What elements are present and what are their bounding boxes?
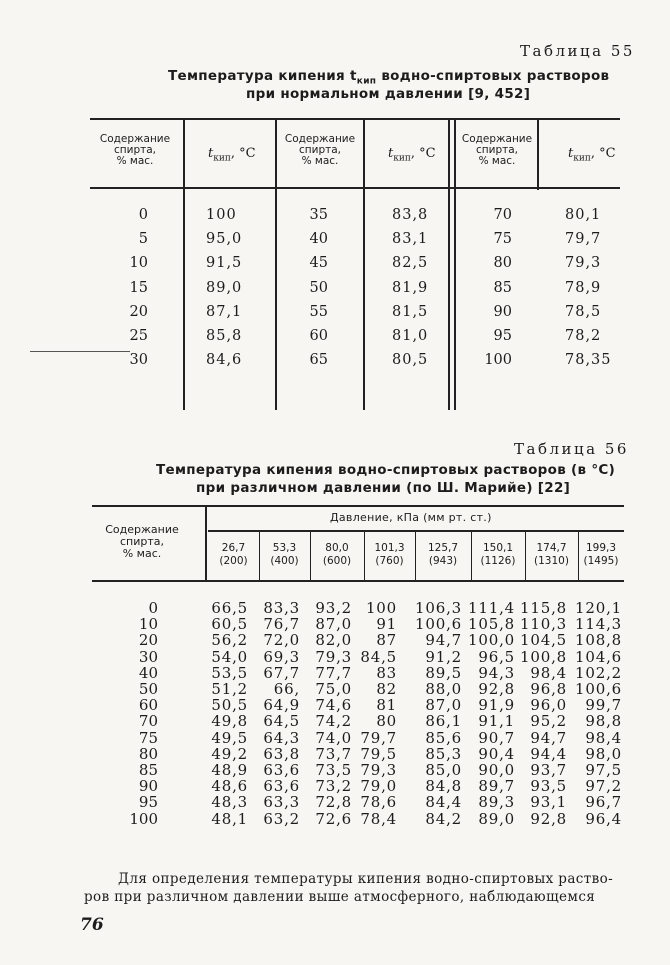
- table56-value-cell: 100,6: [415, 615, 462, 634]
- table55-content-cell: 70: [493, 207, 512, 223]
- table56-pressure-mm: (943): [428, 555, 458, 567]
- table56-value-cell: 79,0: [360, 777, 397, 796]
- table56-value-cell: 87,0: [425, 696, 462, 715]
- table55-vline-3: [363, 120, 365, 410]
- table56-pressure-mm: (600): [322, 555, 352, 567]
- table56-content-cell: 85: [138, 761, 158, 779]
- table56-value-cell: 97,5: [585, 761, 622, 779]
- table56-pressure-kpa: 174,7: [536, 542, 567, 554]
- table55-title-line2: при нормальном давлении [9, 452]: [246, 86, 531, 102]
- table55-temp-cell: 81,5: [392, 303, 429, 320]
- table56-pressure-rule: [208, 530, 624, 532]
- table55-content-cell: 10: [129, 255, 148, 272]
- table56-content-cell: 20: [138, 631, 158, 650]
- table56-value-cell: 72,6: [315, 809, 352, 828]
- table56-value-cell: 92,8: [530, 809, 567, 828]
- table56-pressure-kpa: 26,7: [221, 542, 246, 554]
- table55-content-cell: 60: [309, 328, 328, 344]
- table56-value-cell: 89,0: [478, 809, 515, 828]
- table56-value-cell: 96,5: [478, 647, 515, 666]
- table55-header-rule: [90, 187, 620, 189]
- table56-top-rule: [92, 505, 624, 507]
- table56-value-cell: 83: [376, 663, 397, 682]
- table56-value-cell: 100,8: [520, 647, 567, 666]
- table56-value-cell: 82,0: [315, 631, 352, 650]
- table56-value-cell: 98,4: [585, 728, 622, 747]
- table56-value-cell: 93,5: [530, 777, 567, 796]
- table56-value-cell: 73,2: [315, 777, 352, 796]
- table55-content-cell: 55: [309, 303, 328, 320]
- table56-value-cell: 79,5: [360, 744, 397, 763]
- table56-pressure-kpa: 125,7: [427, 542, 459, 554]
- table55-content-cell: 50: [309, 279, 328, 296]
- table56-value-cell: 96,8: [530, 680, 567, 698]
- paragraph-line1: Для определения температуры кипения водно-спиртовых раство-: [118, 871, 614, 887]
- table56-caption: Таблица 56: [514, 440, 629, 458]
- table55-temp-cell: 78,35: [565, 352, 612, 369]
- table55-content-cell: 30: [129, 352, 148, 369]
- table56-value-cell: 79,7: [360, 728, 397, 747]
- table56-value-cell: 49,8: [211, 712, 248, 731]
- table56-value-cell: 100: [365, 599, 397, 617]
- table56-value-cell: 111,4: [468, 599, 515, 617]
- table55-header-content-3: Содержание спирта, % мас.: [461, 133, 533, 167]
- table56-value-cell: 50,5: [211, 696, 248, 715]
- table55-content-cell: 25: [129, 328, 148, 344]
- table56-content-cell: 10: [138, 615, 158, 634]
- table56-content-cell: 60: [138, 696, 158, 715]
- table56-value-cell: 51,2: [211, 680, 248, 698]
- table55-temp-cell: 80,5: [392, 352, 429, 369]
- table56-value-cell: 98,0: [585, 744, 622, 763]
- table56-value-cell: 67,7: [263, 663, 300, 682]
- table56-pressure-mm: (760): [375, 555, 404, 567]
- table56-value-cell: 79,3: [360, 761, 397, 779]
- table55-temp-cell: 100: [206, 207, 237, 223]
- table56-value-cell: 100,6: [575, 680, 622, 698]
- table55-temp-cell: 81,0: [392, 328, 429, 344]
- table56-value-cell: 94,7: [425, 631, 462, 650]
- table56-value-cell: 88,0: [425, 680, 462, 698]
- table56-pressure-kpa: 101,3: [374, 542, 405, 554]
- table56-header-content: Содержание спирта, % мас.: [105, 523, 179, 560]
- table56-value-cell: 56,2: [211, 631, 248, 650]
- page-number: 76: [80, 915, 104, 935]
- table55-content-cell: 80: [493, 255, 512, 272]
- table56-value-cell: 90,0: [478, 761, 515, 779]
- table56-value-cell: 91,9: [478, 696, 515, 715]
- table56-value-cell: 94,3: [478, 663, 515, 682]
- table56-value-cell: 98,4: [530, 663, 567, 682]
- table56-value-cell: 92,8: [478, 680, 515, 698]
- table55-content-cell: 35: [309, 207, 328, 223]
- table56-content-cell: 0: [148, 599, 158, 617]
- table56-value-cell: 86,1: [425, 712, 462, 731]
- table56-header-rule: [92, 580, 624, 582]
- table56-value-cell: 73,5: [315, 761, 352, 779]
- table55-content-cell: 15: [129, 279, 148, 296]
- table55-temp-cell: 81,9: [392, 279, 429, 296]
- table56-value-cell: 64,3: [263, 728, 300, 747]
- table56-value-cell: 108,8: [575, 631, 622, 650]
- table56-value-cell: 84,2: [425, 809, 462, 828]
- table56-value-cell: 64,9: [263, 696, 300, 715]
- table56-value-cell: 63,6: [263, 761, 300, 779]
- table56-value-cell: 89,5: [425, 663, 462, 682]
- table56-vline-main: [205, 507, 207, 582]
- table56-value-cell: 104,5: [520, 631, 567, 650]
- table55-content-cell: 65: [309, 352, 328, 369]
- table56-value-cell: 53,5: [211, 663, 248, 682]
- table56-title-line2: при различном давлении (по Ш. Марийе) [22]: [196, 480, 571, 496]
- table55-title-line1: Температура кипения $t_{кип}$ водно-спиртовых растворов: [168, 68, 610, 87]
- table56-value-cell: 93,1: [530, 793, 567, 812]
- table56-value-cell: 91,1: [478, 712, 515, 731]
- table56-value-cell: 69,3: [263, 647, 300, 666]
- table56-value-cell: 78,4: [360, 809, 397, 828]
- table56-value-cell: 114,3: [575, 615, 622, 634]
- table56-value-cell: 84,5: [360, 647, 397, 666]
- table55-temp-cell: 83,1: [392, 231, 429, 248]
- table56-content-cell: 40: [138, 663, 158, 682]
- table55-content-cell: 75: [493, 231, 512, 248]
- table56-title-line1: Температура кипения водно-спиртовых растворов (в °С): [156, 462, 616, 478]
- table56-value-cell: 49,5: [211, 728, 248, 747]
- table56-value-cell: 72,8: [315, 793, 352, 812]
- table56-value-cell: 96,7: [585, 793, 622, 812]
- table56-value-cell: 49,2: [211, 744, 248, 763]
- table56-value-cell: 90,7: [478, 728, 515, 747]
- table56-pressure-mm: (1310): [534, 555, 569, 567]
- table55-content-cell: 45: [309, 255, 328, 272]
- table55-temp-cell: 95,0: [206, 231, 243, 248]
- table56-content-cell: 90: [138, 777, 158, 796]
- table56-value-cell: 115,8: [520, 599, 567, 617]
- table56-value-cell: 106,3: [415, 599, 462, 617]
- table56-value-cell: 63,3: [263, 793, 300, 812]
- table56-value-cell: 63,2: [263, 809, 300, 828]
- table56-pressure-kpa: 150,1: [482, 542, 514, 554]
- table56-value-cell: 80: [376, 712, 397, 731]
- table55-temp-cell: 82,5: [392, 255, 429, 272]
- table56-content-cell: 100: [129, 809, 158, 828]
- table55-header-temp-3: $t_{кип}$, °C: [568, 146, 616, 164]
- table55-header-temp-1: $t_{кип}$, °C: [208, 146, 256, 164]
- table55-content-cell: 5: [138, 231, 148, 248]
- table56-value-cell: 75,0: [315, 680, 352, 698]
- table56-content-cell: 75: [138, 728, 158, 747]
- table55-top-rule: [90, 118, 620, 120]
- table56-value-cell: 89,7: [478, 777, 515, 796]
- table55-temp-cell: 85,8: [206, 328, 243, 344]
- table56-value-cell: 63,8: [263, 744, 300, 763]
- table56-value-cell: 120,1: [575, 599, 622, 617]
- table56-value-cell: 97,2: [585, 777, 622, 796]
- table56-value-cell: 89,3: [478, 793, 515, 812]
- table56-value-cell: 93,2: [315, 599, 352, 617]
- table56-pressure-kpa: 80,0: [325, 542, 349, 554]
- table55-header-content-1: Содержание спирта, % мас.: [99, 133, 171, 167]
- table55-content-cell: 90: [493, 303, 512, 320]
- table55-content-cell: 95: [493, 328, 512, 344]
- table56-value-cell: 96,4: [585, 809, 622, 828]
- table56-value-cell: 99,7: [585, 696, 622, 715]
- table56-value-cell: 94,7: [530, 728, 567, 747]
- table55-vline-4a: [448, 120, 450, 410]
- table55-temp-cell: 89,0: [206, 279, 243, 296]
- table56-value-cell: 91: [376, 615, 397, 634]
- table56-value-cell: 48,3: [211, 793, 248, 812]
- paragraph-line2: ров при различном давлении выше атмосферного, наблюдающемся: [84, 889, 596, 905]
- table55-temp-cell: 87,1: [206, 303, 243, 320]
- table56-pressure-mm: (400): [270, 555, 299, 567]
- table56-value-cell: 85,0: [425, 761, 462, 779]
- table56-content-cell: 50: [138, 680, 158, 698]
- table56-value-cell: 85,3: [425, 744, 462, 763]
- table56-value-cell: 87: [376, 631, 397, 650]
- table55-content-cell: 40: [309, 231, 328, 248]
- table56-value-cell: 91,2: [425, 647, 462, 666]
- table55-temp-cell: 79,3: [565, 255, 602, 272]
- table56-value-cell: 48,9: [211, 761, 248, 779]
- table55-temp-cell: 84,6: [206, 352, 243, 369]
- table56-value-cell: 78,6: [360, 793, 397, 812]
- table55-temp-cell: 78,9: [565, 279, 602, 296]
- table56-value-cell: 85,6: [425, 728, 462, 747]
- table56-value-cell: 60,5: [211, 615, 248, 634]
- table56-value-cell: 95,2: [530, 712, 567, 731]
- table56-value-cell: 104,6: [575, 647, 622, 666]
- table56-pressure-kpa: 199,3: [585, 542, 617, 554]
- table56-value-cell: 74,0: [315, 728, 352, 747]
- table56-value-cell: 87,0: [315, 615, 352, 634]
- table56-pressure-mm: (1495): [583, 555, 619, 567]
- table55-temp-cell: 80,1: [565, 207, 602, 223]
- table56-pressure-mm: (1126): [480, 555, 516, 567]
- table55-caption: Таблица 55: [520, 42, 635, 60]
- table56-value-cell: 66,5: [211, 599, 248, 617]
- table56-content-cell: 70: [138, 712, 158, 731]
- table55-content-cell: 0: [138, 207, 148, 223]
- table55-content-cell: 20: [129, 303, 148, 320]
- table56-value-cell: 100,0: [468, 631, 515, 650]
- table55-vline-2: [275, 120, 277, 410]
- table55-temp-cell: 78,2: [565, 328, 602, 344]
- table56-value-cell: 64,5: [263, 712, 300, 731]
- table56-value-cell: 82: [376, 680, 397, 698]
- table56-content-cell: 95: [138, 793, 158, 812]
- table55-header-temp-2: $t_{кип}$, °C: [388, 146, 436, 164]
- table56-value-cell: 94,4: [530, 744, 567, 763]
- table55-content-cell: 100: [484, 352, 512, 369]
- table55-content-cell: 85: [493, 279, 512, 296]
- table56-value-cell: 81: [376, 696, 397, 715]
- table55-vline-1: [183, 120, 185, 410]
- table56-value-cell: 90,4: [478, 744, 515, 763]
- table56-value-cell: 48,1: [211, 809, 248, 828]
- table56-pressure-header: Давление, кПа (мм рт. ст.): [330, 511, 492, 524]
- table56-content-cell: 80: [138, 744, 158, 763]
- table56-value-cell: 98,8: [585, 712, 622, 731]
- table55-temp-cell: 83,8: [392, 207, 429, 223]
- table56-value-cell: 102,2: [575, 663, 622, 682]
- table56-value-cell: 54,0: [211, 647, 248, 666]
- table56-value-cell: 66,: [273, 680, 300, 698]
- table56-value-cell: 76,7: [263, 615, 300, 634]
- table56-value-cell: 63,6: [263, 777, 300, 796]
- table56-value-cell: 74,2: [315, 712, 352, 731]
- table56-value-cell: 79,3: [315, 647, 352, 666]
- table56-value-cell: 110,3: [520, 615, 567, 634]
- table56-value-cell: 84,8: [425, 777, 462, 796]
- table55-temp-cell: 79,7: [565, 231, 602, 248]
- table55-temp-cell: 78,5: [565, 303, 602, 320]
- table55-temp-cell: 91,5: [206, 255, 243, 272]
- table56-value-cell: 93,7: [530, 761, 567, 779]
- table56-value-cell: 74,6: [315, 696, 352, 715]
- table56-value-cell: 96,0: [530, 696, 567, 715]
- table56-value-cell: 72,0: [263, 631, 300, 650]
- table56-value-cell: 84,4: [425, 793, 462, 812]
- table56-value-cell: 73,7: [315, 744, 352, 763]
- table55-header-content-2: Содержание спирта, % мас.: [284, 133, 356, 167]
- table56-value-cell: 48,6: [211, 777, 248, 796]
- table56-content-cell: 30: [138, 647, 158, 666]
- table56-pressure-kpa: 53,3: [272, 542, 297, 554]
- table56-value-cell: 77,7: [315, 663, 352, 682]
- table56-value-cell: 105,8: [468, 615, 515, 634]
- table56-value-cell: 83,3: [263, 599, 300, 617]
- table56-pressure-mm: (200): [219, 555, 248, 567]
